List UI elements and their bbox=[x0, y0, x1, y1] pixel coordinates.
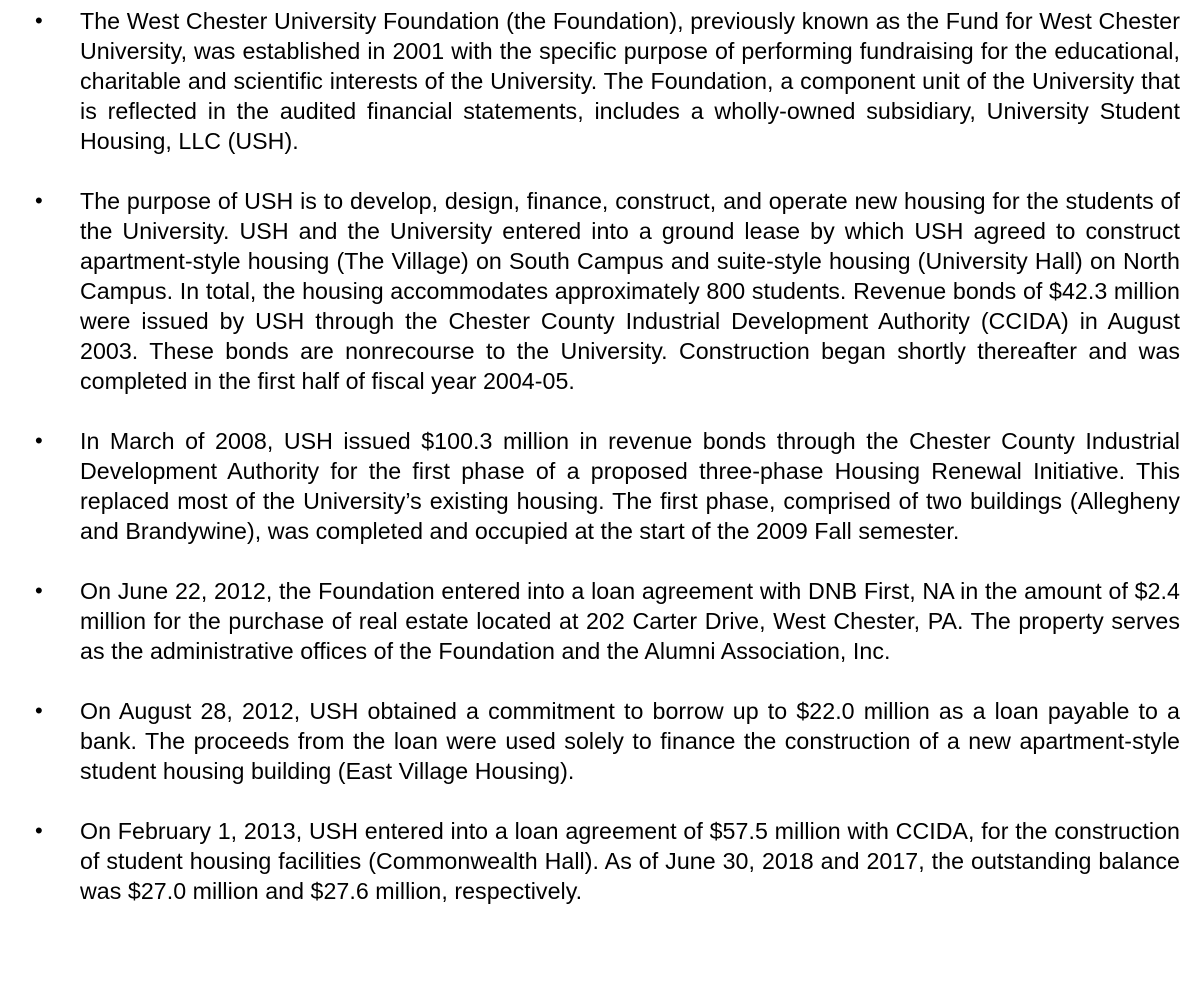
bullet-point: • bbox=[35, 188, 43, 213]
bullet-point: • bbox=[35, 8, 43, 33]
paragraph-text: On June 22, 2012, the Foundation entered into a loan agreement with DNB First, NA in the amount of $2.4 million for the purchase of real estate located at 202 Carter Drive, West Chester, PA. The property serves as the administrative offices of the Foundation and the Alumni Association, Inc. bbox=[80, 578, 1180, 664]
bullet-list bbox=[0, 6, 1204, 906]
list-item bbox=[0, 6, 1180, 156]
bullet-point: • bbox=[35, 698, 43, 723]
list-item bbox=[0, 696, 1180, 786]
paragraph-text: In March of 2008, USH issued $100.3 million in revenue bonds through the Chester County Industrial Development Authority for the first phase of a proposed three-phase Housing Renewal Initiative. This replaced most of the University’s existing housing. The first phase, comprised of two buildings (Allegheny and Brandywine), was completed and occupied at the start of the 2009 Fall semester. bbox=[80, 428, 1180, 544]
paragraph-text: On February 1, 2013, USH entered into a loan agreement of $57.5 million with CCIDA, for the construction of student housing facilities (Commonwealth Hall). As of June 30, 2018 and 2017, the outstanding balance was $27.0 million and $27.6 million, respectively. bbox=[80, 818, 1180, 904]
bullet-point: • bbox=[35, 428, 43, 453]
bullet-point: • bbox=[35, 578, 43, 603]
paragraph-text: The West Chester University Foundation (the Foundation), previously known as the Fund for West Chester University, was established in 2001 with the specific purpose of performing fundraising for the educational, charitable and scientific interests of the University. The Foundation, a component unit of the University that is reflected in the audited financial statements, includes a wholly-owned subsidiary, University Student Housing, LLC (USH). bbox=[80, 8, 1180, 154]
list-item bbox=[0, 186, 1180, 396]
list-item bbox=[0, 816, 1180, 906]
paragraph-text: On August 28, 2012, USH obtained a commitment to borrow up to $22.0 million as a loan payable to a bank. The proceeds from the loan were used solely to finance the construction of a new apartment-style student housing building (East Village Housing). bbox=[80, 698, 1180, 784]
list-item bbox=[0, 576, 1180, 666]
paragraph-text: The purpose of USH is to develop, design, finance, construct, and operate new housing for the students of the University. USH and the University entered into a ground lease by which USH agreed to construct apartment-style housing (The Village) on South Campus and suite-style housing (University Hall) on North Campus. In total, the housing accommodates approximately 800 students. Revenue bonds of $42.3 million were issued by USH through the Chester County Industrial Development Authority (CCIDA) in August 2003. These bonds are nonrecourse to the University. Construction began shortly thereafter and was completed in the first half of fiscal year 2004-05. bbox=[80, 188, 1180, 394]
list-item bbox=[0, 426, 1180, 546]
bullet-point: • bbox=[35, 818, 43, 843]
